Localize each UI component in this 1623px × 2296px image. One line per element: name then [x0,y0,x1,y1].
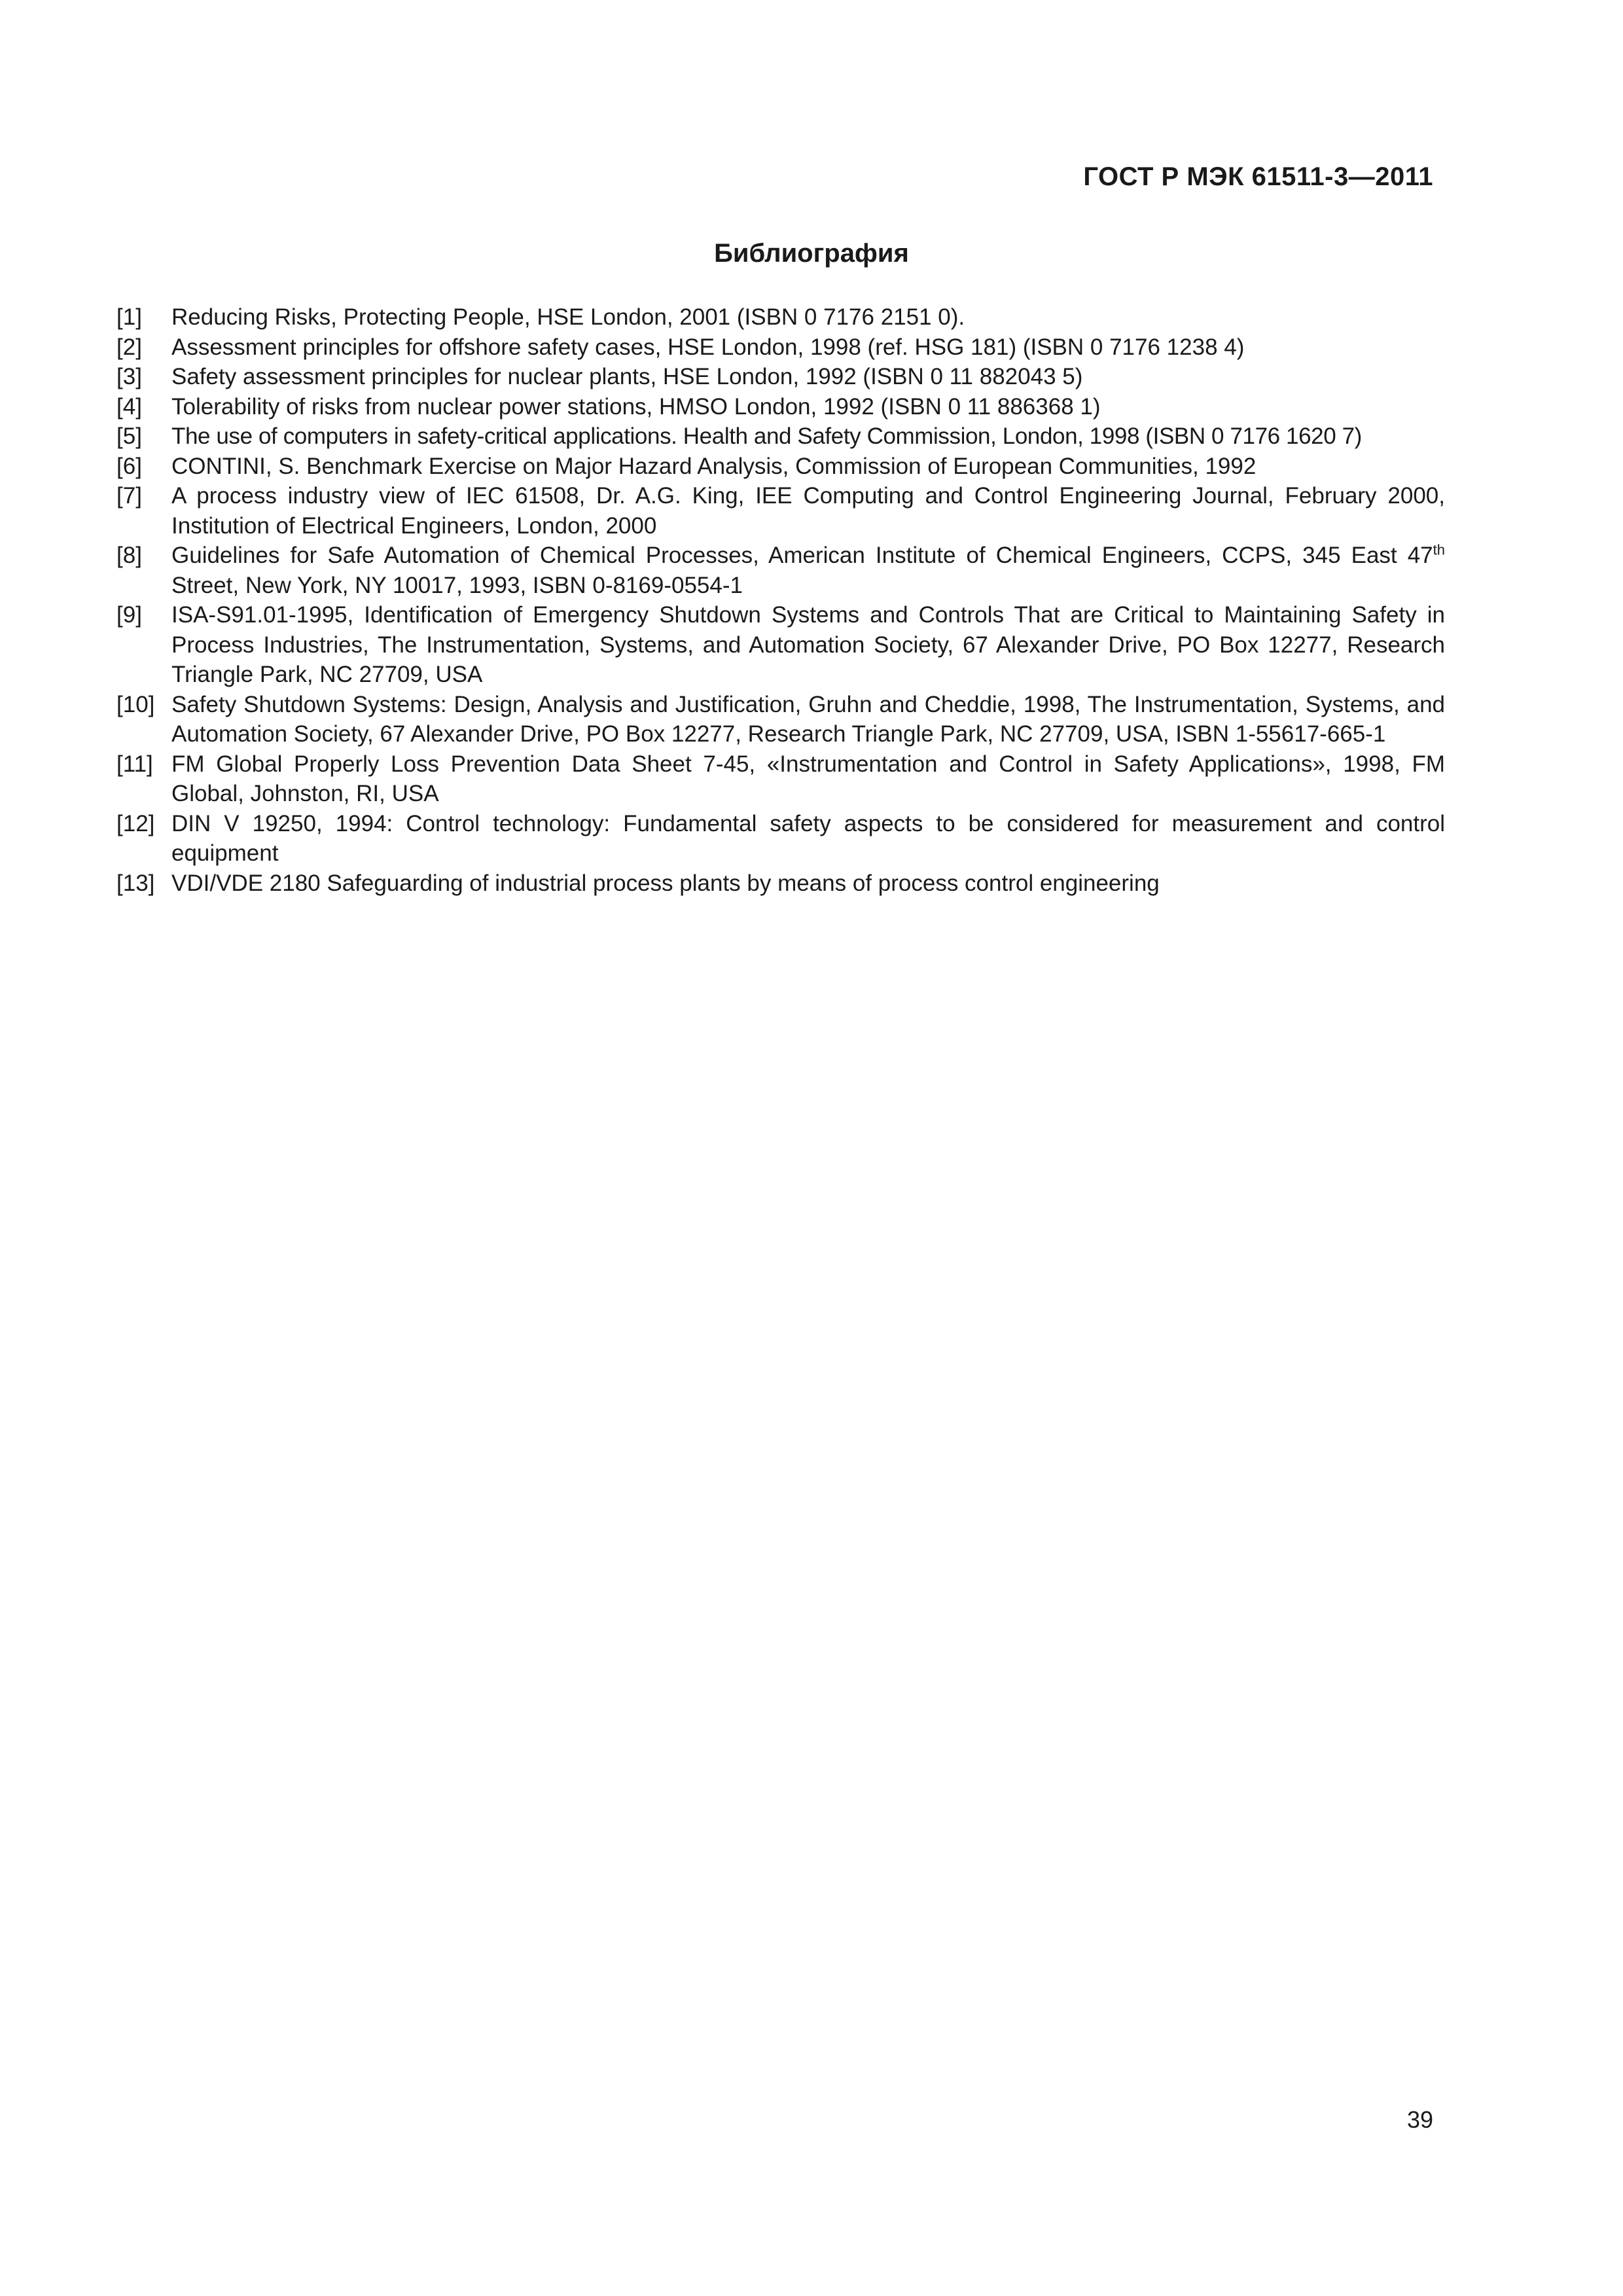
reference-number: [3] [116,364,142,389]
reference-text-part: Guidelines for Safe Automation of Chemical Processes, American Institute of Chemical Engineers, CCPS, 345 East 47 [171,543,1433,568]
reference-text: DIN V 19250, 1994: Control technology: Fundamental safety aspects to be considered for measurement and control equipment [171,810,1445,866]
reference-text: CONTINI, S. Benchmark Exercise on Major Hazard Analysis, Commission of European Communities, 1992 [171,453,1257,479]
reference-number: [7] [116,483,142,509]
reference-text: ISA-S91.01-1995, Identification of Emergency Shutdown Systems and Controls That are Critical to Maintaining Safety in Process Industries, The Instrumentation, Systems, and Automation Society, 67 Alexander Drive, PO Box 12277, Research Triangle Park, NC 27709, USA [171,602,1445,687]
reference-text: The use of computers in safety-critical applications. Health and Safety Commission, London, 1998 (ISBN 0 7176 1620 7) [171,423,1362,449]
ordinal-superscript: th [1433,541,1445,558]
bibliography-item [116,481,1445,541]
bibliography-item [116,332,1445,363]
reference-number: [5] [116,423,142,449]
bibliography-item [116,690,1445,749]
bibliography-item [116,749,1445,809]
reference-text: Safety Shutdown Systems: Design, Analysis and Justification, Gruhn and Cheddie, 1998, The Instrumentation, Systems, and Automation Society, 67 Alexander Drive, PO Box 12277, Research Triangle Park, NC 27709, USA, ISBN 1-55617-665-1 [171,691,1445,747]
bibliography-item [116,392,1445,422]
reference-number: [12] [116,810,155,836]
reference-number: [13] [116,870,155,896]
standard-code-header: ГОСТ Р МЭК 61511-3—2011 [1083,162,1433,191]
reference-text: VDI/VDE 2180 Safeguarding of industrial process plants by means of process control engineering [171,870,1160,896]
bibliography-item [116,809,1445,869]
reference-number: [6] [116,453,142,479]
reference-number: [1] [116,304,142,330]
reference-number: [9] [116,602,142,628]
reference-text: Safety assessment principles for nuclear plants, HSE London, 1992 (ISBN 0 11 882043 5) [171,364,1083,389]
bibliography-item [116,362,1445,392]
reference-text [171,541,1445,600]
bibliography-item [116,600,1445,690]
page-title: Библиография [714,239,909,268]
page-number: 39 [1406,2106,1433,2133]
reference-number: [10] [116,691,155,717]
reference-number: [8] [116,543,142,568]
bibliography-list [116,302,1445,898]
reference-number: [4] [116,393,142,420]
reference-text-part: Street, New York, NY 10017, 1993, ISBN 0-8169-0554-1 [171,572,743,598]
reference-text: A process industry view of IEC 61508, Dr. A.G. King, IEE Computing and Control Engineering Journal, February 2000, Institution of Electrical Engineers, London, 2000 [171,483,1445,539]
reference-text: FM Global Properly Loss Prevention Data Sheet 7-45, «Instrumentation and Control in Safety Applications», 1998, FM Global, Johnston, RI, USA [171,751,1445,806]
reference-number: [11] [116,751,153,777]
reference-text: Tolerability of risks from nuclear power stations, HMSO London, 1992 (ISBN 0 11 886368 1) [171,393,1101,420]
reference-text: Assessment principles for offshore safety cases, HSE London, 1998 (ref. HSG 181) (ISBN 0 7176 1238 4) [171,334,1245,360]
reference-number: [2] [116,334,142,360]
bibliography-item [116,869,1445,899]
bibliography-item [116,541,1445,600]
reference-text: Reducing Risks, Protecting People, HSE London, 2001 (ISBN 0 7176 2151 0). [171,304,965,330]
bibliography-item [116,302,1445,332]
bibliography-item [116,452,1445,482]
bibliography-item [116,422,1445,452]
